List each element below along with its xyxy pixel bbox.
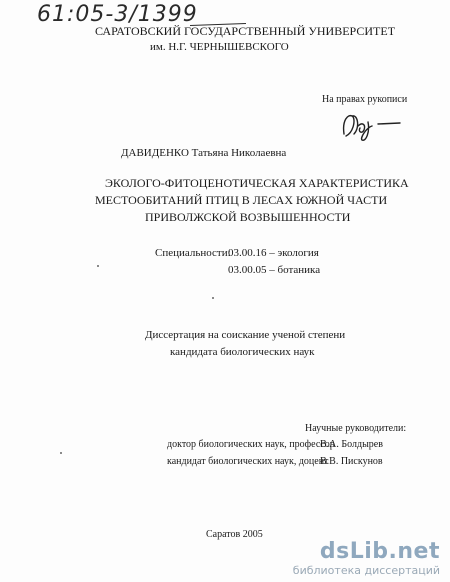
supervisor-1-name: В.А. Болдырев	[320, 439, 383, 450]
dissertation-line-2: кандидата биологических наук	[170, 346, 315, 358]
university-dedication: им. Н.Г. ЧЕРНЫШЕВСКОГО	[150, 41, 289, 53]
specialty-botany: 03.00.05 – ботаника	[228, 264, 321, 276]
specialty-label: Специальности:	[155, 247, 231, 259]
rights-note: На правах рукописи	[322, 94, 408, 105]
supervisor-2-name: В.В. Пискунов	[320, 456, 383, 467]
specialty-ecology: 03.00.16 – экология	[228, 247, 319, 259]
dissertation-line-1: Диссертация на соискание ученой степени	[145, 329, 346, 341]
supervisor-2-role: кандидат биологических наук, доцент	[167, 456, 329, 467]
supervisors-label: Научные руководители:	[305, 423, 407, 434]
title-line-2: МЕСТООБИТАНИЙ ПТИЦ В ЛЕСАХ ЮЖНОЙ ЧАСТИ	[95, 193, 388, 207]
supervisor-1-role: доктор биологических наук, профессор	[167, 439, 335, 450]
city-year: Саратов 2005	[206, 529, 263, 540]
scan-speck	[60, 452, 62, 454]
handwritten-catalog-number: 61:05-3/1399	[37, 2, 198, 27]
signature-icon	[338, 108, 408, 142]
watermark-logo: dsLib.net	[319, 539, 440, 564]
watermark[interactable]	[293, 540, 440, 577]
university-name: САРАТОВСКИЙ ГОСУДАРСТВЕННЫЙ УНИВЕРСИТЕТ	[95, 24, 396, 38]
title-line-3: ПРИВОЛЖСКОЙ ВОЗВЫШЕННОСТИ	[145, 210, 351, 224]
scan-speck	[97, 265, 99, 267]
watermark-subtitle: библиотека диссертаций	[292, 564, 440, 577]
title-line-1: ЭКОЛОГО-ФИТОЦЕНОТИЧЕСКАЯ ХАРАКТЕРИСТИКА	[105, 176, 409, 190]
scan-speck	[212, 297, 214, 299]
author-name: ДАВИДЕНКО Татьяна Николаевна	[121, 147, 287, 159]
